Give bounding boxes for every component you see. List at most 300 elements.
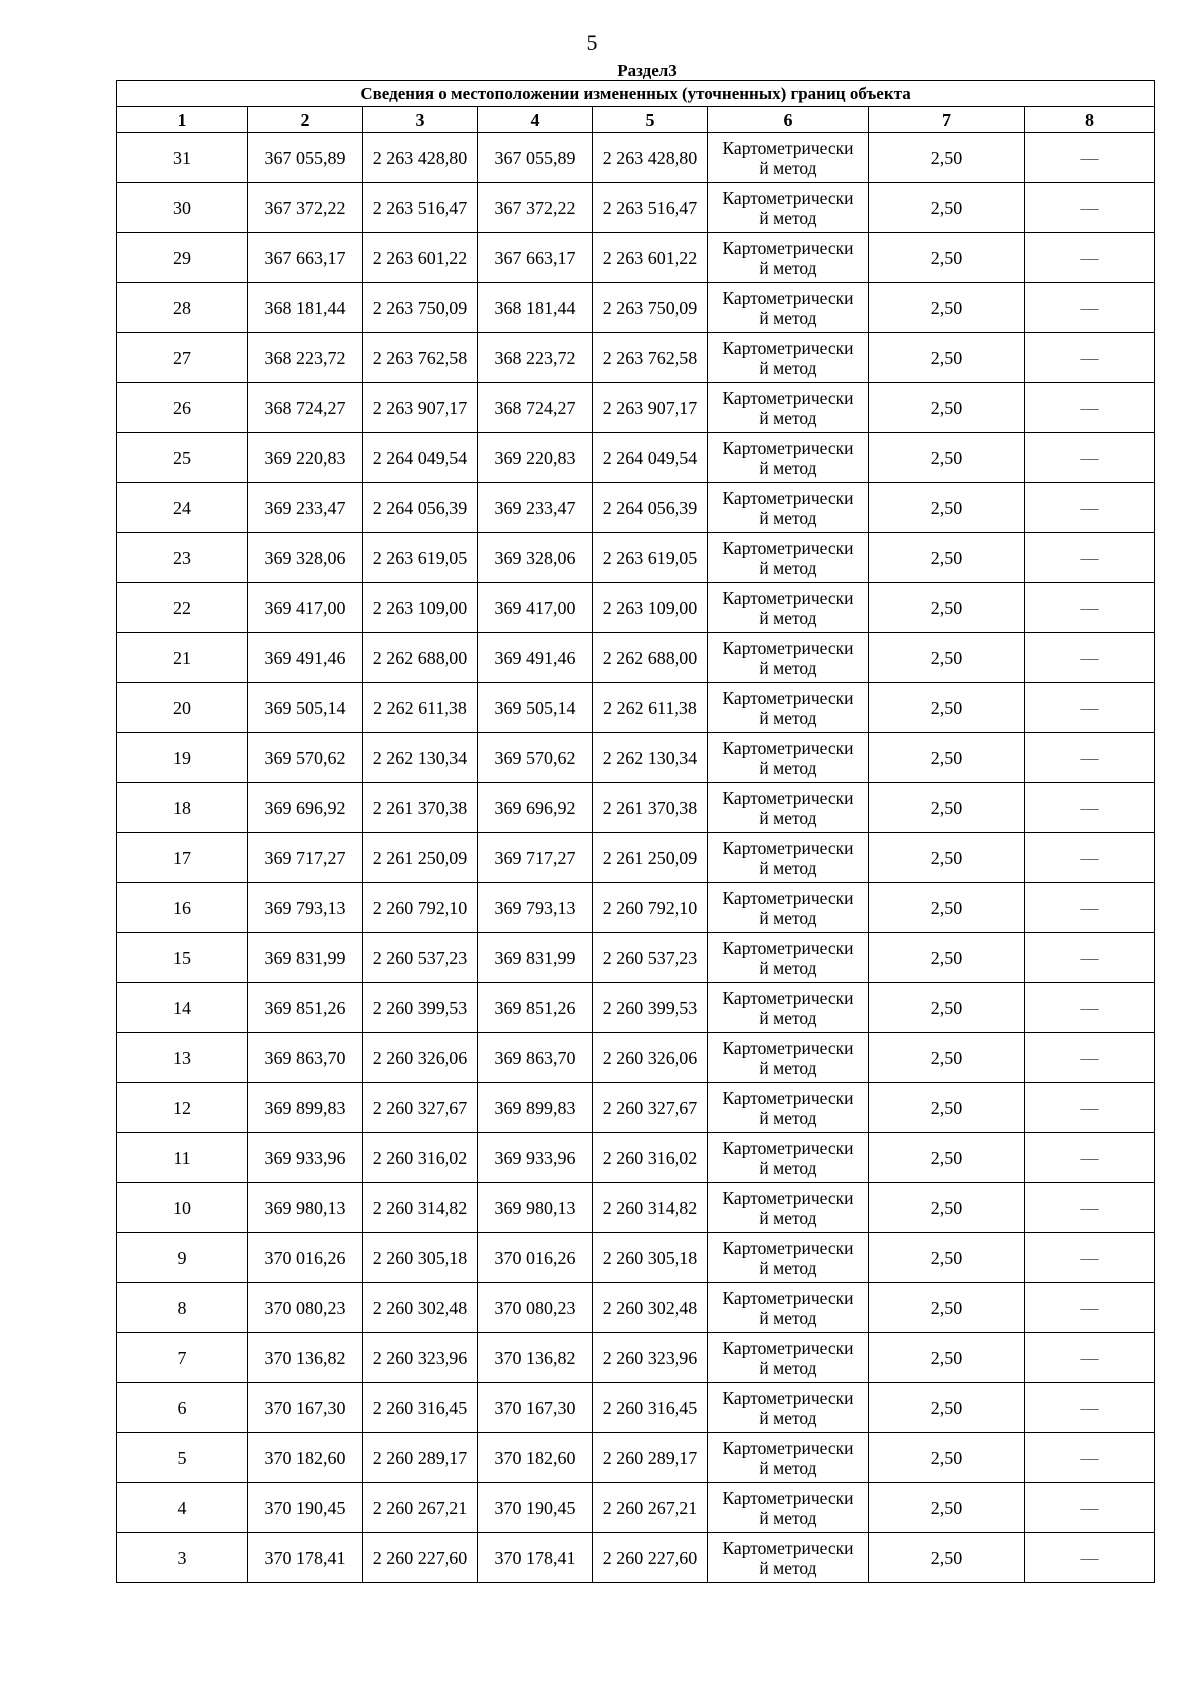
note-cell: — (1025, 433, 1155, 483)
new-x-cell: 369 851,26 (478, 983, 593, 1033)
existing-y-cell: 2 260 323,96 (363, 1333, 478, 1383)
table-row (117, 633, 1155, 683)
existing-y-cell: 2 260 267,21 (363, 1483, 478, 1533)
existing-y-cell: 2 263 750,09 (363, 283, 478, 333)
method-cell (708, 1283, 869, 1333)
existing-y-cell: 2 263 601,22 (363, 233, 478, 283)
table-row (117, 683, 1155, 733)
point-number-cell: 27 (117, 333, 248, 383)
table-row (117, 433, 1155, 483)
column-number: 6 (708, 107, 869, 133)
method-line-2: й метод (759, 1057, 817, 1078)
method-cell (708, 133, 869, 183)
new-x-cell: 369 717,27 (478, 833, 593, 883)
method-line-2: й метод (759, 557, 817, 578)
accuracy-cell: 2,50 (869, 483, 1025, 533)
table-row (117, 883, 1155, 933)
note-cell: — (1025, 1333, 1155, 1383)
method-cell (708, 283, 869, 333)
point-number-cell: 24 (117, 483, 248, 533)
existing-y-cell: 2 262 611,38 (363, 683, 478, 733)
new-y-cell: 2 264 049,54 (593, 433, 708, 483)
new-x-cell: 369 696,92 (478, 783, 593, 833)
point-number-cell: 15 (117, 933, 248, 983)
method-line-1: Картометрически (722, 437, 854, 458)
existing-y-cell: 2 260 316,02 (363, 1133, 478, 1183)
table-row (117, 933, 1155, 983)
existing-x-cell: 370 136,82 (248, 1333, 363, 1383)
table-row (117, 1183, 1155, 1233)
new-y-cell: 2 261 370,38 (593, 783, 708, 833)
method-cell (708, 833, 869, 883)
method-line-1: Картометрически (722, 1237, 854, 1258)
method-line-1: Картометрически (722, 1537, 854, 1558)
method-line-1: Картометрически (722, 937, 854, 958)
new-x-cell: 367 055,89 (478, 133, 593, 183)
note-cell: — (1025, 1083, 1155, 1133)
table-row (117, 1433, 1155, 1483)
new-y-cell: 2 262 130,34 (593, 733, 708, 783)
existing-y-cell: 2 262 688,00 (363, 633, 478, 683)
method-line-2: й метод (759, 1507, 817, 1528)
table-row (117, 783, 1155, 833)
table-header (117, 81, 1155, 133)
point-number-cell: 4 (117, 1483, 248, 1533)
accuracy-cell: 2,50 (869, 833, 1025, 883)
point-number-cell: 19 (117, 733, 248, 783)
accuracy-cell: 2,50 (869, 733, 1025, 783)
method-line-1: Картометрически (722, 1387, 854, 1408)
method-cell (708, 683, 869, 733)
column-number: 5 (593, 107, 708, 133)
note-cell: — (1025, 1433, 1155, 1483)
existing-x-cell: 367 055,89 (248, 133, 363, 183)
note-cell: — (1025, 283, 1155, 333)
existing-y-cell: 2 260 227,60 (363, 1533, 478, 1583)
method-line-2: й метод (759, 657, 817, 678)
table-row (117, 1083, 1155, 1133)
accuracy-cell: 2,50 (869, 283, 1025, 333)
accuracy-cell: 2,50 (869, 633, 1025, 683)
column-number: 3 (363, 107, 478, 133)
method-line-2: й метод (759, 907, 817, 928)
method-line-2: й метод (759, 1107, 817, 1128)
method-line-1: Картометрически (722, 737, 854, 758)
accuracy-cell: 2,50 (869, 1183, 1025, 1233)
existing-x-cell: 368 724,27 (248, 383, 363, 433)
table-row (117, 983, 1155, 1033)
point-number-cell: 5 (117, 1433, 248, 1483)
existing-x-cell: 370 016,26 (248, 1233, 363, 1283)
accuracy-cell: 2,50 (869, 233, 1025, 283)
existing-x-cell: 369 220,83 (248, 433, 363, 483)
accuracy-cell: 2,50 (869, 433, 1025, 483)
note-cell: — (1025, 1183, 1155, 1233)
new-x-cell: 368 181,44 (478, 283, 593, 333)
existing-y-cell: 2 264 049,54 (363, 433, 478, 483)
method-cell (708, 983, 869, 1033)
table-row (117, 833, 1155, 883)
method-line-2: й метод (759, 1557, 817, 1578)
note-cell: — (1025, 1033, 1155, 1083)
method-line-2: й метод (759, 1007, 817, 1028)
method-line-1: Картометрически (722, 987, 854, 1008)
point-number-cell: 11 (117, 1133, 248, 1183)
existing-x-cell: 369 899,83 (248, 1083, 363, 1133)
method-line-1: Картометрически (722, 637, 854, 658)
point-number-cell: 7 (117, 1333, 248, 1383)
note-cell: — (1025, 333, 1155, 383)
new-x-cell: 369 899,83 (478, 1083, 593, 1133)
point-number-cell: 9 (117, 1233, 248, 1283)
note-cell: — (1025, 1483, 1155, 1533)
new-y-cell: 2 263 516,47 (593, 183, 708, 233)
existing-y-cell: 2 263 428,80 (363, 133, 478, 183)
table-row (117, 383, 1155, 433)
accuracy-cell: 2,50 (869, 1033, 1025, 1083)
method-cell (708, 783, 869, 833)
note-cell: — (1025, 833, 1155, 883)
existing-y-cell: 2 260 316,45 (363, 1383, 478, 1433)
existing-y-cell: 2 260 305,18 (363, 1233, 478, 1283)
method-line-2: й метод (759, 1207, 817, 1228)
method-line-2: й метод (759, 457, 817, 478)
table-row (117, 183, 1155, 233)
accuracy-cell: 2,50 (869, 333, 1025, 383)
note-cell: — (1025, 1383, 1155, 1433)
new-x-cell: 370 182,60 (478, 1433, 593, 1483)
table-caption: Сведения о местоположении измененных (уточненных) границ объекта (117, 81, 1155, 107)
point-number-cell: 31 (117, 133, 248, 183)
table-row (117, 1383, 1155, 1433)
table-row (117, 233, 1155, 283)
method-cell (708, 1083, 869, 1133)
new-x-cell: 367 663,17 (478, 233, 593, 283)
point-number-cell: 26 (117, 383, 248, 433)
new-x-cell: 368 724,27 (478, 383, 593, 433)
method-line-1: Картометрически (722, 537, 854, 558)
table-row (117, 1283, 1155, 1333)
new-x-cell: 369 328,06 (478, 533, 593, 583)
method-line-2: й метод (759, 1257, 817, 1278)
method-line-1: Картометрически (722, 187, 854, 208)
table-row (117, 533, 1155, 583)
new-y-cell: 2 260 289,17 (593, 1433, 708, 1483)
method-line-2: й метод (759, 1457, 817, 1478)
point-number-cell: 13 (117, 1033, 248, 1083)
existing-y-cell: 2 264 056,39 (363, 483, 478, 533)
method-line-2: й метод (759, 307, 817, 328)
point-number-cell: 28 (117, 283, 248, 333)
table-row (117, 333, 1155, 383)
existing-y-cell: 2 262 130,34 (363, 733, 478, 783)
point-number-cell: 30 (117, 183, 248, 233)
method-line-2: й метод (759, 957, 817, 978)
new-y-cell: 2 260 326,06 (593, 1033, 708, 1083)
existing-x-cell: 370 190,45 (248, 1483, 363, 1533)
accuracy-cell: 2,50 (869, 1483, 1025, 1533)
existing-x-cell: 370 182,60 (248, 1433, 363, 1483)
method-line-2: й метод (759, 857, 817, 878)
new-y-cell: 2 260 316,02 (593, 1133, 708, 1183)
method-cell (708, 883, 869, 933)
column-number: 4 (478, 107, 593, 133)
new-x-cell: 370 178,41 (478, 1533, 593, 1583)
method-cell (708, 1233, 869, 1283)
point-number-cell: 12 (117, 1083, 248, 1133)
table-row (117, 133, 1155, 183)
new-y-cell: 2 260 302,48 (593, 1283, 708, 1333)
accuracy-cell: 2,50 (869, 1083, 1025, 1133)
note-cell: — (1025, 133, 1155, 183)
existing-y-cell: 2 261 370,38 (363, 783, 478, 833)
point-number-cell: 21 (117, 633, 248, 683)
method-line-2: й метод (759, 407, 817, 428)
accuracy-cell: 2,50 (869, 1133, 1025, 1183)
accuracy-cell: 2,50 (869, 583, 1025, 633)
method-cell (708, 233, 869, 283)
table-caption-row (117, 81, 1155, 107)
method-cell (708, 1033, 869, 1083)
note-cell: — (1025, 1133, 1155, 1183)
new-x-cell: 369 505,14 (478, 683, 593, 733)
existing-x-cell: 369 851,26 (248, 983, 363, 1033)
new-x-cell: 369 863,70 (478, 1033, 593, 1083)
accuracy-cell: 2,50 (869, 983, 1025, 1033)
page-number: 5 (586, 30, 598, 55)
new-x-cell: 369 570,62 (478, 733, 593, 783)
note-cell: — (1025, 583, 1155, 633)
method-line-1: Картометрически (722, 1037, 854, 1058)
point-number-cell: 6 (117, 1383, 248, 1433)
accuracy-cell: 2,50 (869, 1233, 1025, 1283)
method-line-2: й метод (759, 1157, 817, 1178)
method-line-1: Картометрически (722, 687, 854, 708)
existing-x-cell: 367 663,17 (248, 233, 363, 283)
point-number-cell: 20 (117, 683, 248, 733)
new-x-cell: 369 417,00 (478, 583, 593, 633)
method-cell (708, 183, 869, 233)
existing-x-cell: 368 223,72 (248, 333, 363, 383)
new-y-cell: 2 260 305,18 (593, 1233, 708, 1283)
existing-x-cell: 370 167,30 (248, 1383, 363, 1433)
column-numbers-row (117, 107, 1155, 133)
method-line-1: Картометрически (722, 887, 854, 908)
point-number-cell: 25 (117, 433, 248, 483)
note-cell: — (1025, 233, 1155, 283)
accuracy-cell: 2,50 (869, 533, 1025, 583)
new-y-cell: 2 260 316,45 (593, 1383, 708, 1433)
method-line-2: й метод (759, 707, 817, 728)
accuracy-cell: 2,50 (869, 1283, 1025, 1333)
new-x-cell: 369 491,46 (478, 633, 593, 683)
method-line-2: й метод (759, 807, 817, 828)
method-line-1: Картометрически (722, 137, 854, 158)
accuracy-cell: 2,50 (869, 683, 1025, 733)
note-cell: — (1025, 633, 1155, 683)
existing-y-cell: 2 260 792,10 (363, 883, 478, 933)
new-y-cell: 2 260 327,67 (593, 1083, 708, 1133)
method-line-2: й метод (759, 257, 817, 278)
existing-x-cell: 370 080,23 (248, 1283, 363, 1333)
new-y-cell: 2 263 601,22 (593, 233, 708, 283)
new-y-cell: 2 262 688,00 (593, 633, 708, 683)
table-row (117, 1483, 1155, 1533)
method-line-1: Картометрически (722, 1487, 854, 1508)
new-x-cell: 369 793,13 (478, 883, 593, 933)
existing-x-cell: 369 491,46 (248, 633, 363, 683)
existing-y-cell: 2 260 537,23 (363, 933, 478, 983)
method-line-1: Картометрически (722, 1087, 854, 1108)
method-line-2: й метод (759, 607, 817, 628)
method-line-2: й метод (759, 1407, 817, 1428)
method-line-2: й метод (759, 357, 817, 378)
existing-y-cell: 2 260 399,53 (363, 983, 478, 1033)
point-number-cell: 8 (117, 1283, 248, 1333)
new-y-cell: 2 260 399,53 (593, 983, 708, 1033)
method-line-1: Картометрически (722, 487, 854, 508)
method-line-1: Картометрически (722, 1137, 854, 1158)
new-y-cell: 2 263 762,58 (593, 333, 708, 383)
table-row (117, 283, 1155, 333)
column-number: 7 (869, 107, 1025, 133)
note-cell: — (1025, 783, 1155, 833)
accuracy-cell: 2,50 (869, 1333, 1025, 1383)
accuracy-cell: 2,50 (869, 133, 1025, 183)
note-cell: — (1025, 933, 1155, 983)
note-cell: — (1025, 1533, 1155, 1583)
note-cell: — (1025, 1283, 1155, 1333)
existing-x-cell: 369 863,70 (248, 1033, 363, 1083)
existing-y-cell: 2 263 762,58 (363, 333, 478, 383)
table-row (117, 1333, 1155, 1383)
new-x-cell: 369 233,47 (478, 483, 593, 533)
note-cell: — (1025, 733, 1155, 783)
accuracy-cell: 2,50 (869, 1433, 1025, 1483)
method-cell (708, 583, 869, 633)
column-number: 2 (248, 107, 363, 133)
table-row (117, 1233, 1155, 1283)
new-x-cell: 368 223,72 (478, 333, 593, 383)
new-y-cell: 2 260 227,60 (593, 1533, 708, 1583)
new-y-cell: 2 260 267,21 (593, 1483, 708, 1533)
method-cell (708, 483, 869, 533)
existing-x-cell: 369 980,13 (248, 1183, 363, 1233)
method-cell (708, 1433, 869, 1483)
accuracy-cell: 2,50 (869, 183, 1025, 233)
method-cell (708, 1183, 869, 1233)
method-cell (708, 933, 869, 983)
table-row (117, 1533, 1155, 1583)
method-line-1: Картометрически (722, 1287, 854, 1308)
method-cell (708, 333, 869, 383)
new-y-cell: 2 260 537,23 (593, 933, 708, 983)
method-cell (708, 1333, 869, 1383)
new-y-cell: 2 260 792,10 (593, 883, 708, 933)
existing-x-cell: 369 505,14 (248, 683, 363, 733)
new-y-cell: 2 263 619,05 (593, 533, 708, 583)
new-x-cell: 369 980,13 (478, 1183, 593, 1233)
method-cell (708, 633, 869, 683)
table-row (117, 583, 1155, 633)
existing-x-cell: 370 178,41 (248, 1533, 363, 1583)
method-line-1: Картометрически (722, 287, 854, 308)
method-line-1: Картометрически (722, 387, 854, 408)
method-line-1: Картометрически (722, 1187, 854, 1208)
table-row (117, 733, 1155, 783)
note-cell: — (1025, 983, 1155, 1033)
accuracy-cell: 2,50 (869, 933, 1025, 983)
new-x-cell: 367 372,22 (478, 183, 593, 233)
method-line-1: Картометрически (722, 837, 854, 858)
accuracy-cell: 2,50 (869, 783, 1025, 833)
boundary-coordinates-table (116, 80, 1155, 1583)
method-cell (708, 383, 869, 433)
method-line-1: Картометрически (722, 1437, 854, 1458)
new-x-cell: 370 016,26 (478, 1233, 593, 1283)
accuracy-cell: 2,50 (869, 383, 1025, 433)
new-y-cell: 2 261 250,09 (593, 833, 708, 883)
method-line-2: й метод (759, 757, 817, 778)
method-line-1: Картометрически (722, 787, 854, 808)
existing-y-cell: 2 263 516,47 (363, 183, 478, 233)
existing-x-cell: 369 793,13 (248, 883, 363, 933)
method-cell (708, 433, 869, 483)
existing-y-cell: 2 263 109,00 (363, 583, 478, 633)
new-y-cell: 2 263 428,80 (593, 133, 708, 183)
existing-x-cell: 369 328,06 (248, 533, 363, 583)
column-number: 8 (1025, 107, 1155, 133)
new-x-cell: 370 080,23 (478, 1283, 593, 1333)
new-x-cell: 370 136,82 (478, 1333, 593, 1383)
method-cell (708, 1483, 869, 1533)
point-number-cell: 22 (117, 583, 248, 633)
existing-y-cell: 2 260 327,67 (363, 1083, 478, 1133)
point-number-cell: 3 (117, 1533, 248, 1583)
method-line-2: й метод (759, 1357, 817, 1378)
table-row (117, 1133, 1155, 1183)
note-cell: — (1025, 1233, 1155, 1283)
new-x-cell: 370 167,30 (478, 1383, 593, 1433)
existing-x-cell: 369 831,99 (248, 933, 363, 983)
existing-y-cell: 2 260 289,17 (363, 1433, 478, 1483)
existing-y-cell: 2 260 314,82 (363, 1183, 478, 1233)
method-line-1: Картометрически (722, 1337, 854, 1358)
method-cell (708, 1133, 869, 1183)
new-y-cell: 2 260 314,82 (593, 1183, 708, 1233)
note-cell: — (1025, 383, 1155, 433)
existing-x-cell: 368 181,44 (248, 283, 363, 333)
method-line-2: й метод (759, 1307, 817, 1328)
section-title: Раздел3 (617, 61, 677, 80)
existing-y-cell: 2 263 907,17 (363, 383, 478, 433)
existing-x-cell: 369 696,92 (248, 783, 363, 833)
note-cell: — (1025, 533, 1155, 583)
existing-y-cell: 2 263 619,05 (363, 533, 478, 583)
method-line-1: Картометрически (722, 337, 854, 358)
point-number-cell: 16 (117, 883, 248, 933)
note-cell: — (1025, 683, 1155, 733)
method-line-1: Картометрически (722, 587, 854, 608)
new-y-cell: 2 262 611,38 (593, 683, 708, 733)
table-row (117, 483, 1155, 533)
method-cell (708, 533, 869, 583)
new-y-cell: 2 263 109,00 (593, 583, 708, 633)
accuracy-cell: 2,50 (869, 883, 1025, 933)
point-number-cell: 23 (117, 533, 248, 583)
note-cell: — (1025, 483, 1155, 533)
new-x-cell: 370 190,45 (478, 1483, 593, 1533)
